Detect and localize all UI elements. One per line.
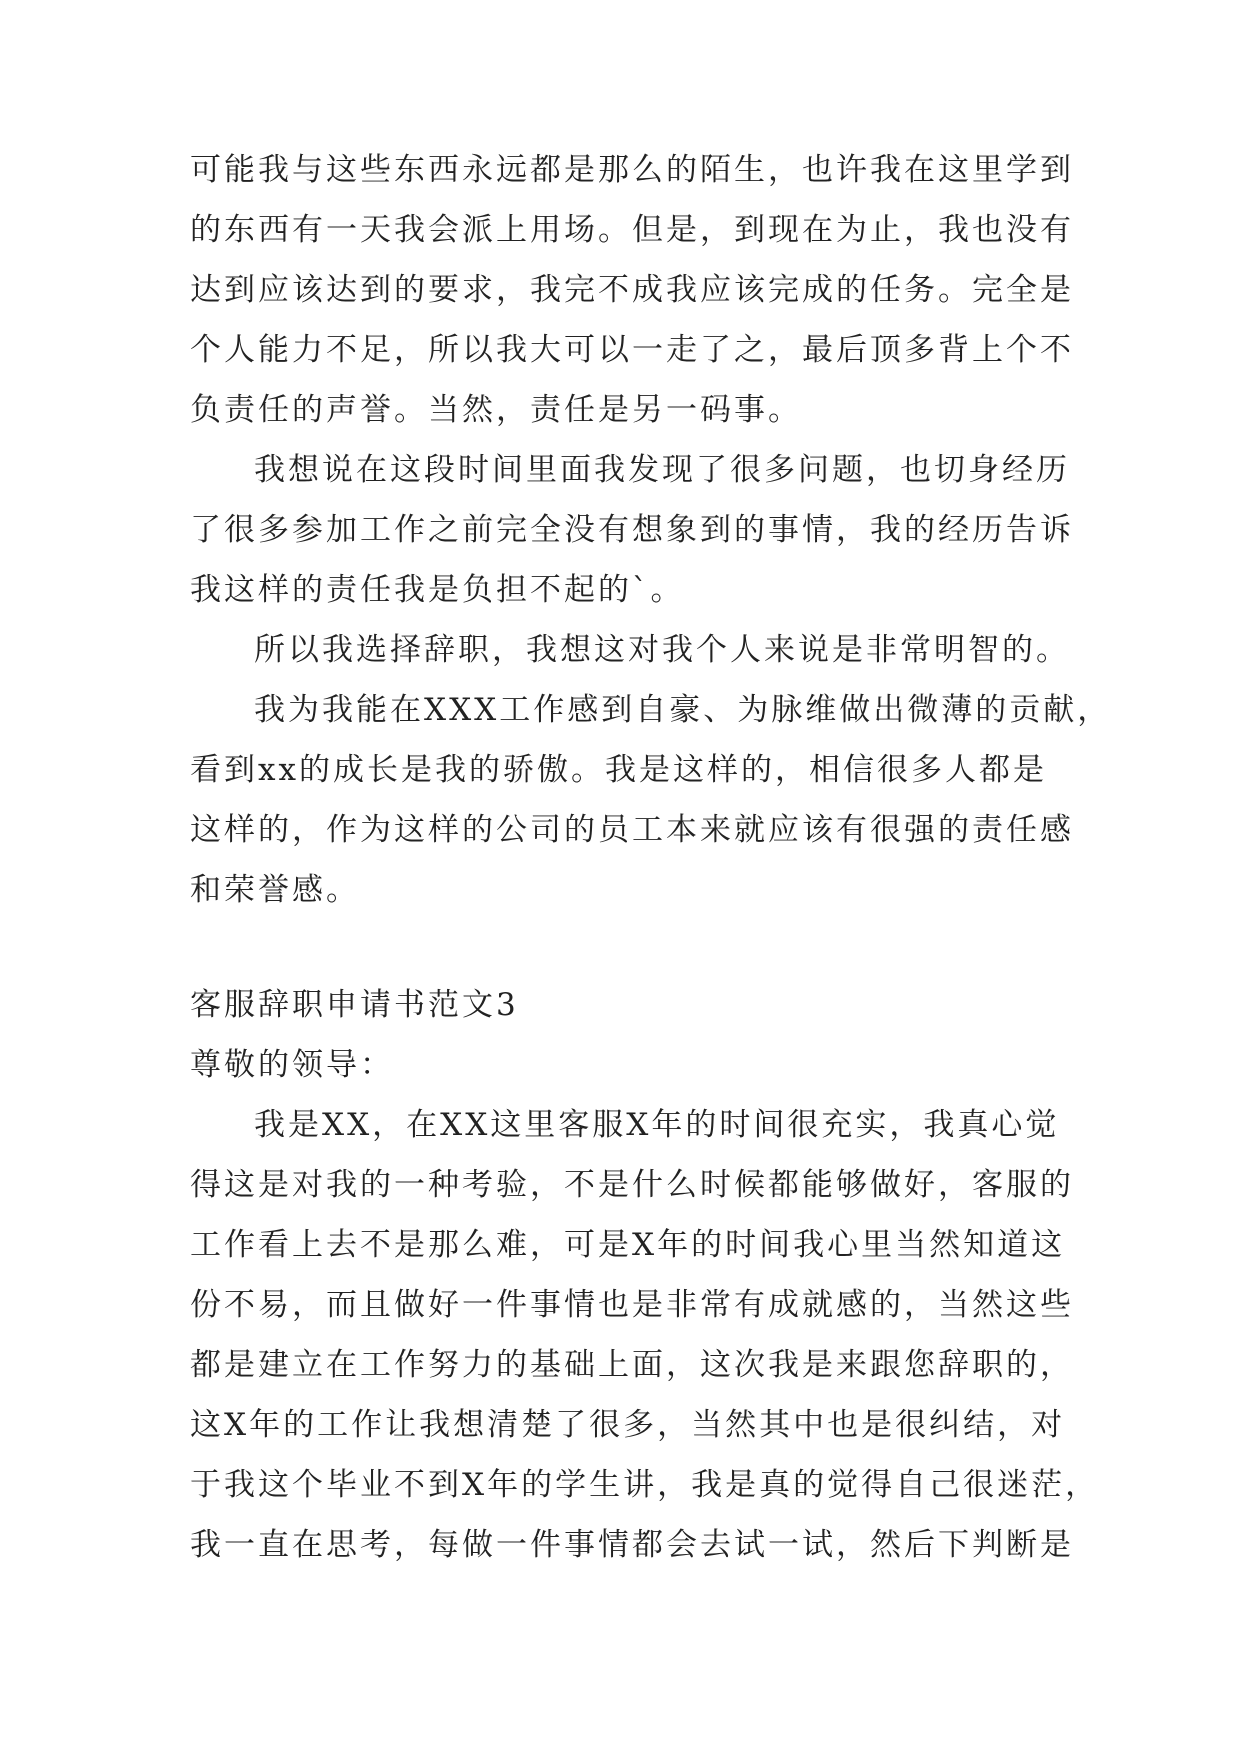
- body-text-line: 份不易，而且做好一件事情也是非常有成就感的，当然这些: [190, 1287, 1074, 1323]
- salutation: 尊敬的领导：: [190, 1047, 394, 1083]
- body-text-line: 这样的，作为这样的公司的员工本来就应该有很强的责任感: [190, 812, 1074, 848]
- body-text-line: 得这是对我的一种考验，不是什么时候都能够做好，客服的: [190, 1167, 1074, 1203]
- body-text-line: 我这样的责任我是负担不起的`。: [190, 572, 685, 608]
- body-text-line: 的东西有一天我会派上用场。但是，到现在为止，我也没有: [190, 212, 1074, 248]
- body-text-line: 可能我与这些东西永远都是那么的陌生，也许我在这里学到: [190, 152, 1074, 188]
- body-text-line: 于我这个毕业不到X年的学生讲，我是真的觉得自己很迷茫，: [190, 1467, 1100, 1503]
- body-text-line: 我是XX，在XX这里客服X年的时间很充实，我真心觉: [254, 1107, 1060, 1143]
- body-text-line: 个人能力不足，所以我大可以一走了之，最后顶多背上个不: [190, 332, 1074, 368]
- body-text-line: 我为我能在XXX工作感到自豪、为脉维做出微薄的贡献，: [254, 692, 1112, 728]
- body-text-line: 这X年的工作让我想清楚了很多，当然其中也是很纠结，对: [190, 1407, 1066, 1443]
- body-text-line: 都是建立在工作努力的基础上面，这次我是来跟您辞职的，: [190, 1347, 1074, 1383]
- body-text-line: 了很多参加工作之前完全没有想象到的事情，我的经历告诉: [190, 512, 1074, 548]
- body-text-line: 所以我选择辞职，我想这对我个人来说是非常明智的。: [254, 632, 1070, 668]
- section-heading: 客服辞职申请书范文3: [190, 987, 519, 1023]
- body-text-line: 工作看上去不是那么难，可是X年的时间我心里当然知道这: [190, 1227, 1066, 1263]
- body-text-line: 达到应该达到的要求，我完不成我应该完成的任务。完全是: [190, 272, 1074, 308]
- body-text-line: 我一直在思考，每做一件事情都会去试一试，然后下判断是: [190, 1527, 1074, 1563]
- body-text-line: 我想说在这段时间里面我发现了很多问题，也切身经历: [254, 452, 1070, 488]
- body-text-line: 和荣誉感。: [190, 872, 360, 908]
- body-text-line: 负责任的声誉。当然，责任是另一码事。: [190, 392, 802, 428]
- body-text-line: 看到xx的成长是我的骄傲。我是这样的，相信很多人都是: [190, 752, 1047, 788]
